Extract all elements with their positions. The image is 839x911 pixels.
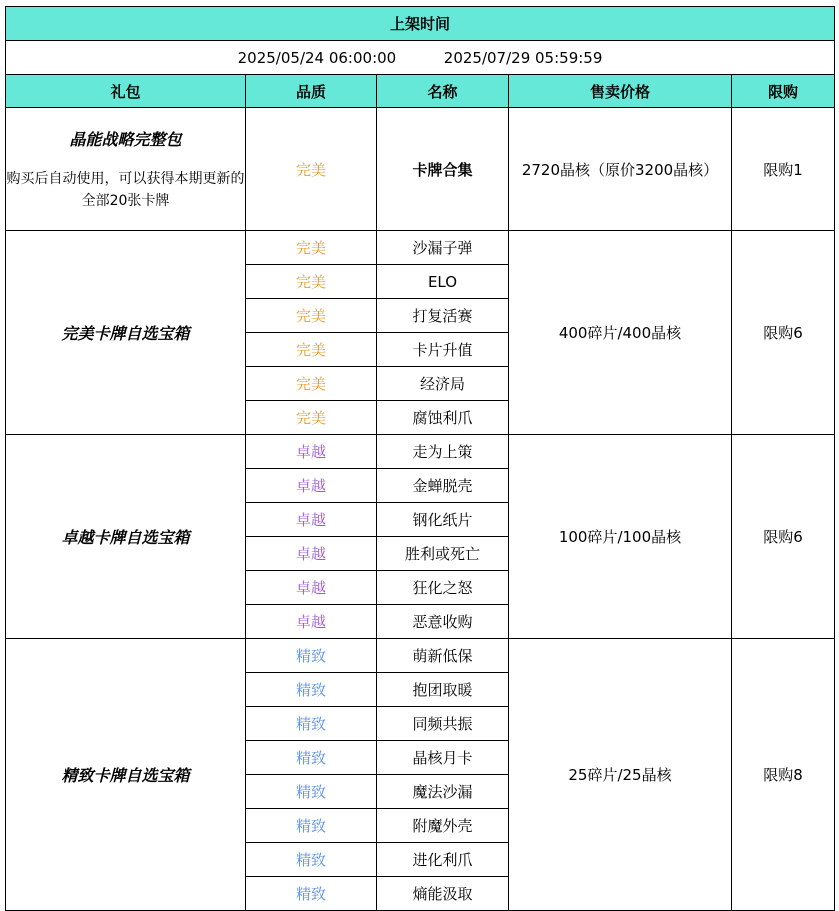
item-name-cell: 熵能汲取 (377, 877, 509, 911)
quality-cell: 完美 (246, 333, 377, 367)
item-name-cell: 狂化之怒 (377, 571, 509, 605)
column-header-limit: 限购 (732, 75, 835, 108)
sale-time-range (6, 41, 835, 75)
quality-cell: 精致 (246, 639, 377, 673)
item-name-cell: 腐蚀利爪 (377, 401, 509, 435)
table-row (6, 231, 835, 265)
sale-time-header: 上架时间 (6, 7, 835, 41)
column-header-price: 售卖价格 (509, 75, 732, 108)
item-name-cell: 卡牌合集 (377, 108, 509, 231)
price-cell: 400碎片/400晶核 (509, 231, 732, 435)
pack-table (5, 6, 835, 911)
item-name-cell: 抱团取暖 (377, 673, 509, 707)
item-name-cell: 打复活赛 (377, 299, 509, 333)
quality-cell: 完美 (246, 231, 377, 265)
quality-cell: 精致 (246, 809, 377, 843)
pack-cell (6, 108, 246, 231)
quality-cell: 精致 (246, 741, 377, 775)
column-header-pack: 礼包 (6, 75, 246, 108)
limit-cell: 限购6 (732, 231, 835, 435)
price-cell: 100碎片/100晶核 (509, 435, 732, 639)
quality-cell: 完美 (246, 108, 377, 231)
quality-cell: 精致 (246, 877, 377, 911)
quality-cell: 完美 (246, 299, 377, 333)
quality-cell: 精致 (246, 707, 377, 741)
item-name-cell: 附魔外壳 (377, 809, 509, 843)
item-name-cell: 萌新低保 (377, 639, 509, 673)
quality-cell: 精致 (246, 775, 377, 809)
quality-cell: 精致 (246, 843, 377, 877)
limit-cell: 限购1 (732, 108, 835, 231)
table-row (6, 435, 835, 469)
quality-cell: 完美 (246, 367, 377, 401)
pack-name: 晶能战略完整包 (69, 129, 182, 149)
column-header-name: 名称 (377, 75, 509, 108)
price-cell: 25碎片/25晶核 (509, 639, 732, 911)
item-name-cell: ELO (377, 265, 509, 299)
item-name-cell: 卡片升值 (377, 333, 509, 367)
quality-cell: 卓越 (246, 605, 377, 639)
item-name-cell: 胜利或死亡 (377, 537, 509, 571)
quality-cell: 卓越 (246, 537, 377, 571)
quality-cell: 卓越 (246, 503, 377, 537)
item-name-cell: 经济局 (377, 367, 509, 401)
pack-name: 精致卡牌自选宝箱 (6, 639, 246, 911)
price-cell: 2720晶核（原价3200晶核） (509, 108, 732, 231)
item-name-cell: 晶核月卡 (377, 741, 509, 775)
item-name-cell: 金蝉脱壳 (377, 469, 509, 503)
quality-cell: 卓越 (246, 435, 377, 469)
table-row (6, 639, 835, 673)
item-name-cell: 沙漏子弹 (377, 231, 509, 265)
pack-name: 卓越卡牌自选宝箱 (6, 435, 246, 639)
quality-cell: 完美 (246, 401, 377, 435)
item-name-cell: 魔法沙漏 (377, 775, 509, 809)
item-name-cell: 同频共振 (377, 707, 509, 741)
quality-cell: 卓越 (246, 469, 377, 503)
table-row (6, 108, 835, 231)
pack-name: 完美卡牌自选宝箱 (6, 231, 246, 435)
item-name-cell: 钢化纸片 (377, 503, 509, 537)
quality-cell: 精致 (246, 673, 377, 707)
item-name-cell: 恶意收购 (377, 605, 509, 639)
item-name-cell: 走为上策 (377, 435, 509, 469)
quality-cell: 卓越 (246, 571, 377, 605)
column-header-quality: 品质 (246, 75, 377, 108)
start-time: 2025/05/24 06:00:00 (237, 48, 397, 67)
item-name-cell: 进化利爪 (377, 843, 509, 877)
quality-cell: 完美 (246, 265, 377, 299)
limit-cell: 限购8 (732, 639, 835, 911)
limit-cell: 限购6 (732, 435, 835, 639)
end-time: 2025/07/29 05:59:59 (443, 48, 603, 67)
pack-description: 购买后自动使用，可以获得本期更新的全部20张卡牌 (6, 170, 245, 209)
